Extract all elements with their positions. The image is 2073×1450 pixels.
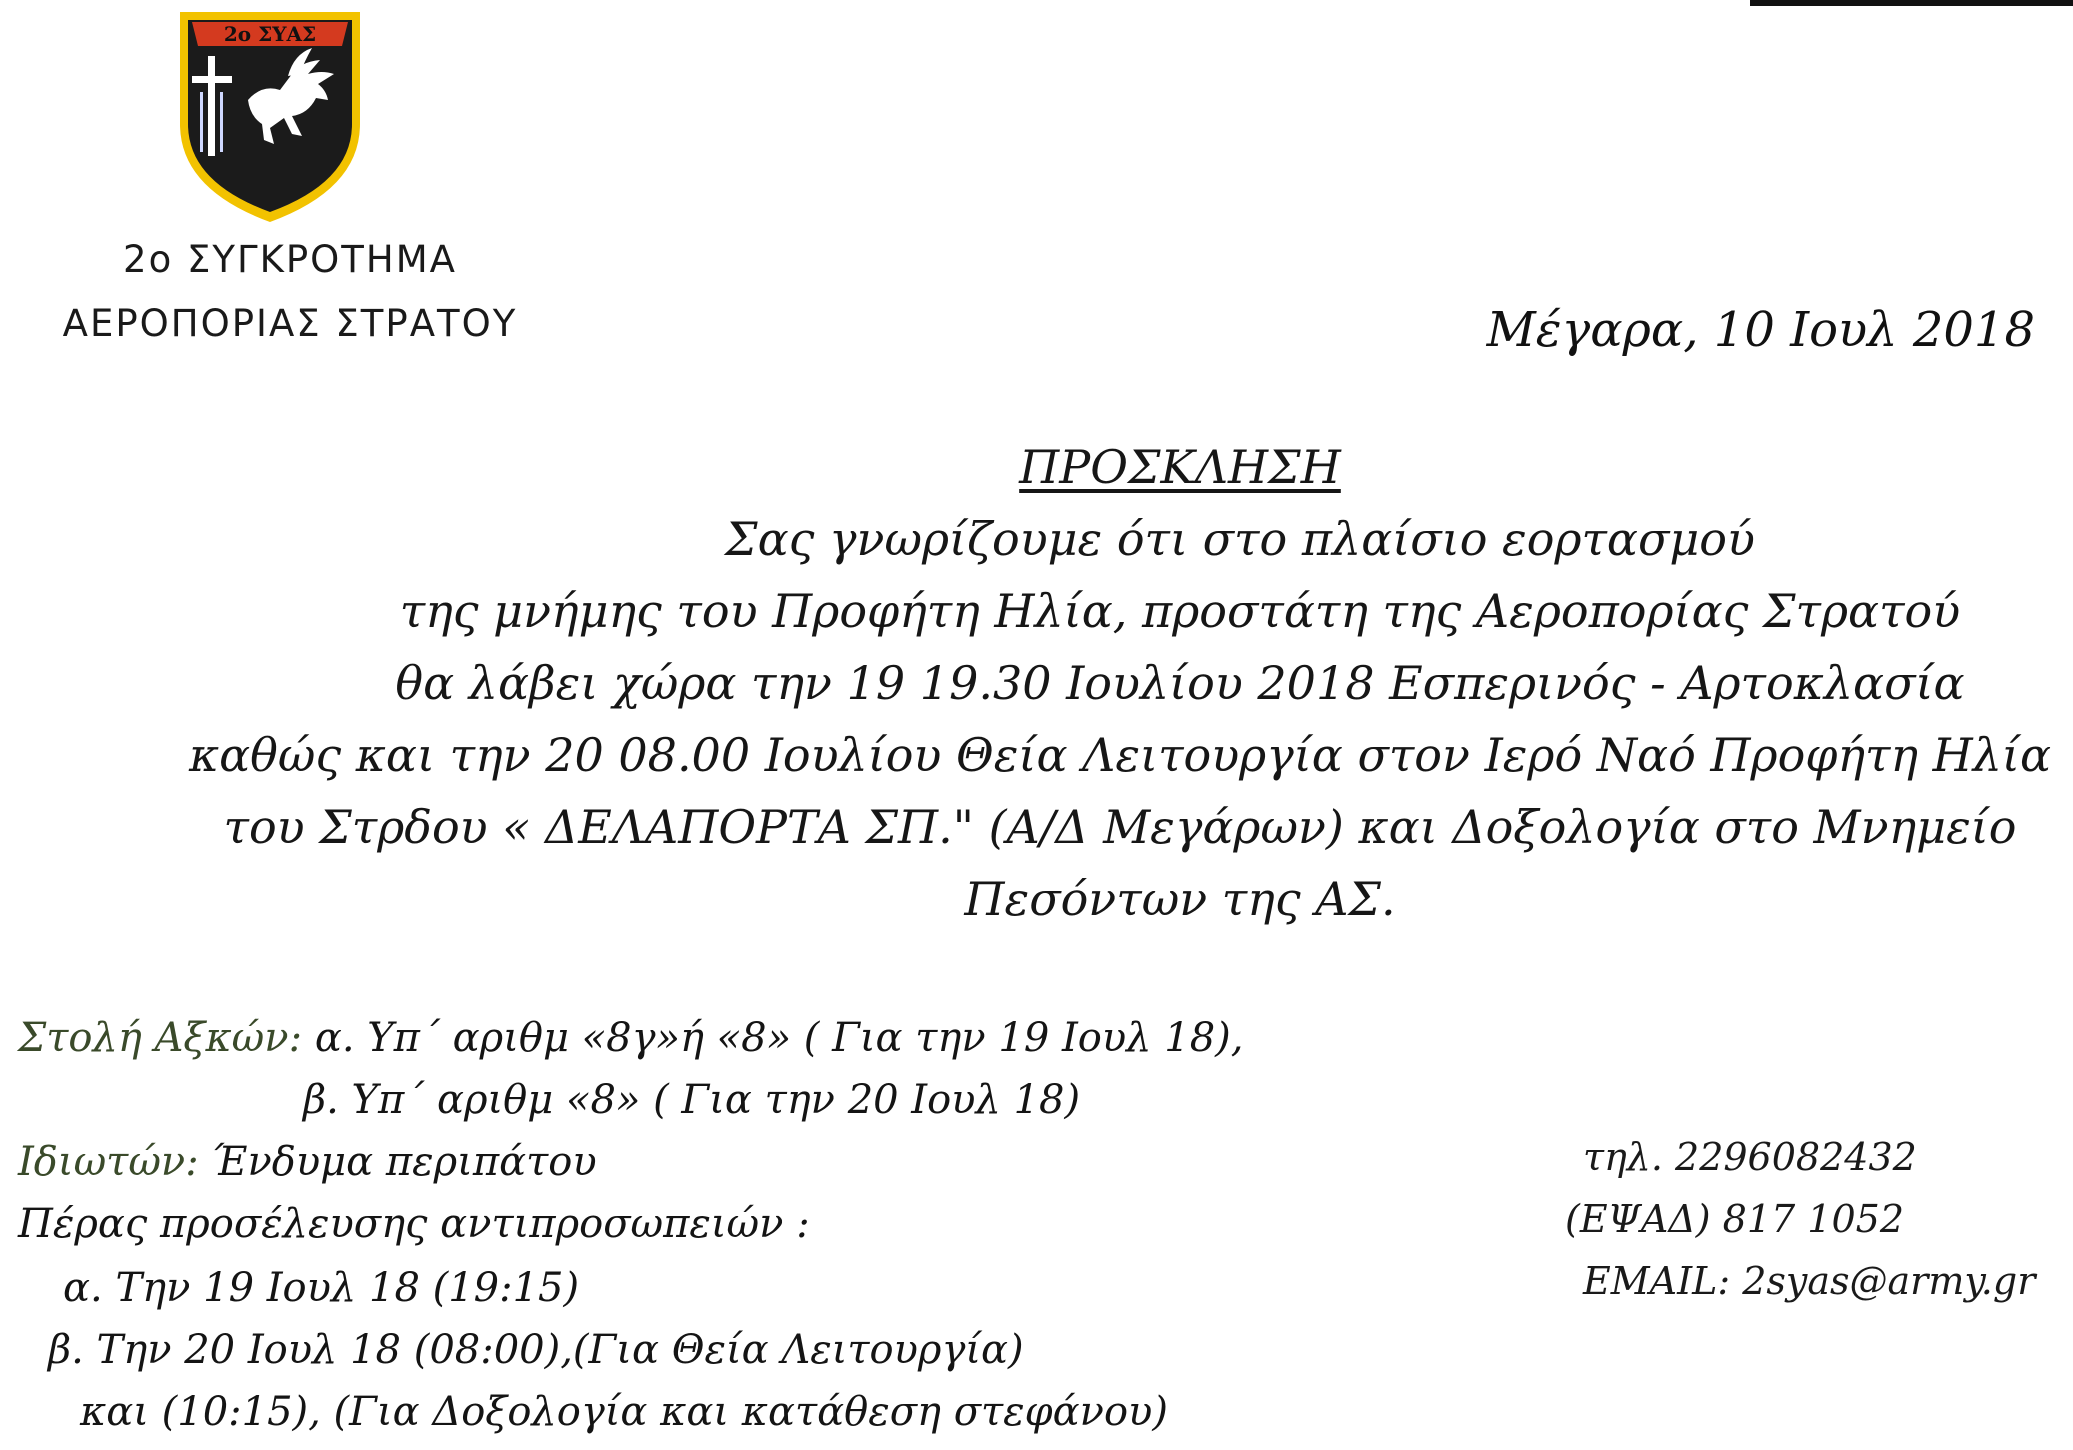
invitation-line-2: της μνήμης του Προφήτη Ηλία, προστάτη της Αεροπορίας Στρατού xyxy=(399,584,1961,638)
organization-name xyxy=(30,228,550,356)
uniform-row xyxy=(18,1015,1243,1061)
deadline-label: Πέρας προσέλευσης αντιπροσωπειών : xyxy=(18,1201,810,1247)
civilians-value: Ένδυμα περιπάτου xyxy=(211,1139,597,1185)
org-line-1: 2ο ΣΥΓΚΡΟΤΗΜΑ xyxy=(123,238,457,281)
deadline-option-a: α. Την 19 Ιουλ 18 (19:15) xyxy=(63,1265,580,1311)
contact-phone: τηλ. 2296082432 xyxy=(1583,1135,1917,1179)
civilians-row xyxy=(18,1139,597,1185)
contact-email: EMAIL: 2syas@army.gr xyxy=(1583,1259,2036,1303)
pegasus-cross-shield-icon xyxy=(170,4,370,226)
deadline-option-b: β. Την 20 Ιουλ 18 (08:00),(Για Θεία Λειτουργία) xyxy=(48,1327,1024,1373)
top-edge-rule xyxy=(1750,0,2073,6)
invitation-line-1: Σας γνωρίζουμε ότι στο πλαίσιο εορτασμού xyxy=(725,512,1755,566)
org-line-2: ΑΕΡΟΠΟΡΙΑΣ ΣΤΡΑΤΟΥ xyxy=(62,302,518,345)
invitation-line-4: καθώς και την 20 08.00 Ιουλίου Θεία Λειτουργία στον Ιερό Ναό Προφήτη Ηλία xyxy=(188,728,2052,782)
invitation-line-6: Πεσόντων της ΑΣ. xyxy=(964,872,1396,926)
contact-internal-line: (ΕΨΑΔ) 817 1052 xyxy=(1565,1197,1904,1241)
emblem-banner-text: 2ο ΣΥΑΣ xyxy=(223,22,317,46)
uniform-option-b: β. Υπ΄ αριθμ «8» ( Για την 20 Ιουλ 18) xyxy=(303,1077,1081,1123)
uniform-option-a: α. Υπ΄ αριθμ «8γ»ή «8» ( Για την 19 Ιουλ 18), xyxy=(314,1015,1244,1061)
uniform-label: Στολή Αξκών: xyxy=(18,1015,303,1061)
civilians-label: Ιδιωτών: xyxy=(18,1139,199,1185)
invitation-line-5: του Στρδου « ΔΕΛΑΠΟΡΤΑ ΣΠ." (Α/Δ Μεγάρων) και Δοξολογία στο Μνημείο xyxy=(223,800,2017,854)
unit-emblem xyxy=(170,4,370,226)
invitation-line-3: θα λάβει χώρα την 19 19.30 Ιουλίου 2018 Εσπερινός - Αρτοκλασία xyxy=(395,656,1965,710)
invitation-title: ΠΡΟΣΚΛΗΣΗ xyxy=(1019,440,1341,494)
deadline-option-c: και (10:15), (Για Δοξολογία και κατάθεση στεφάνου) xyxy=(80,1389,1168,1435)
place-date: Μέγαρα, 10 Ιουλ 2018 xyxy=(1486,302,2035,358)
